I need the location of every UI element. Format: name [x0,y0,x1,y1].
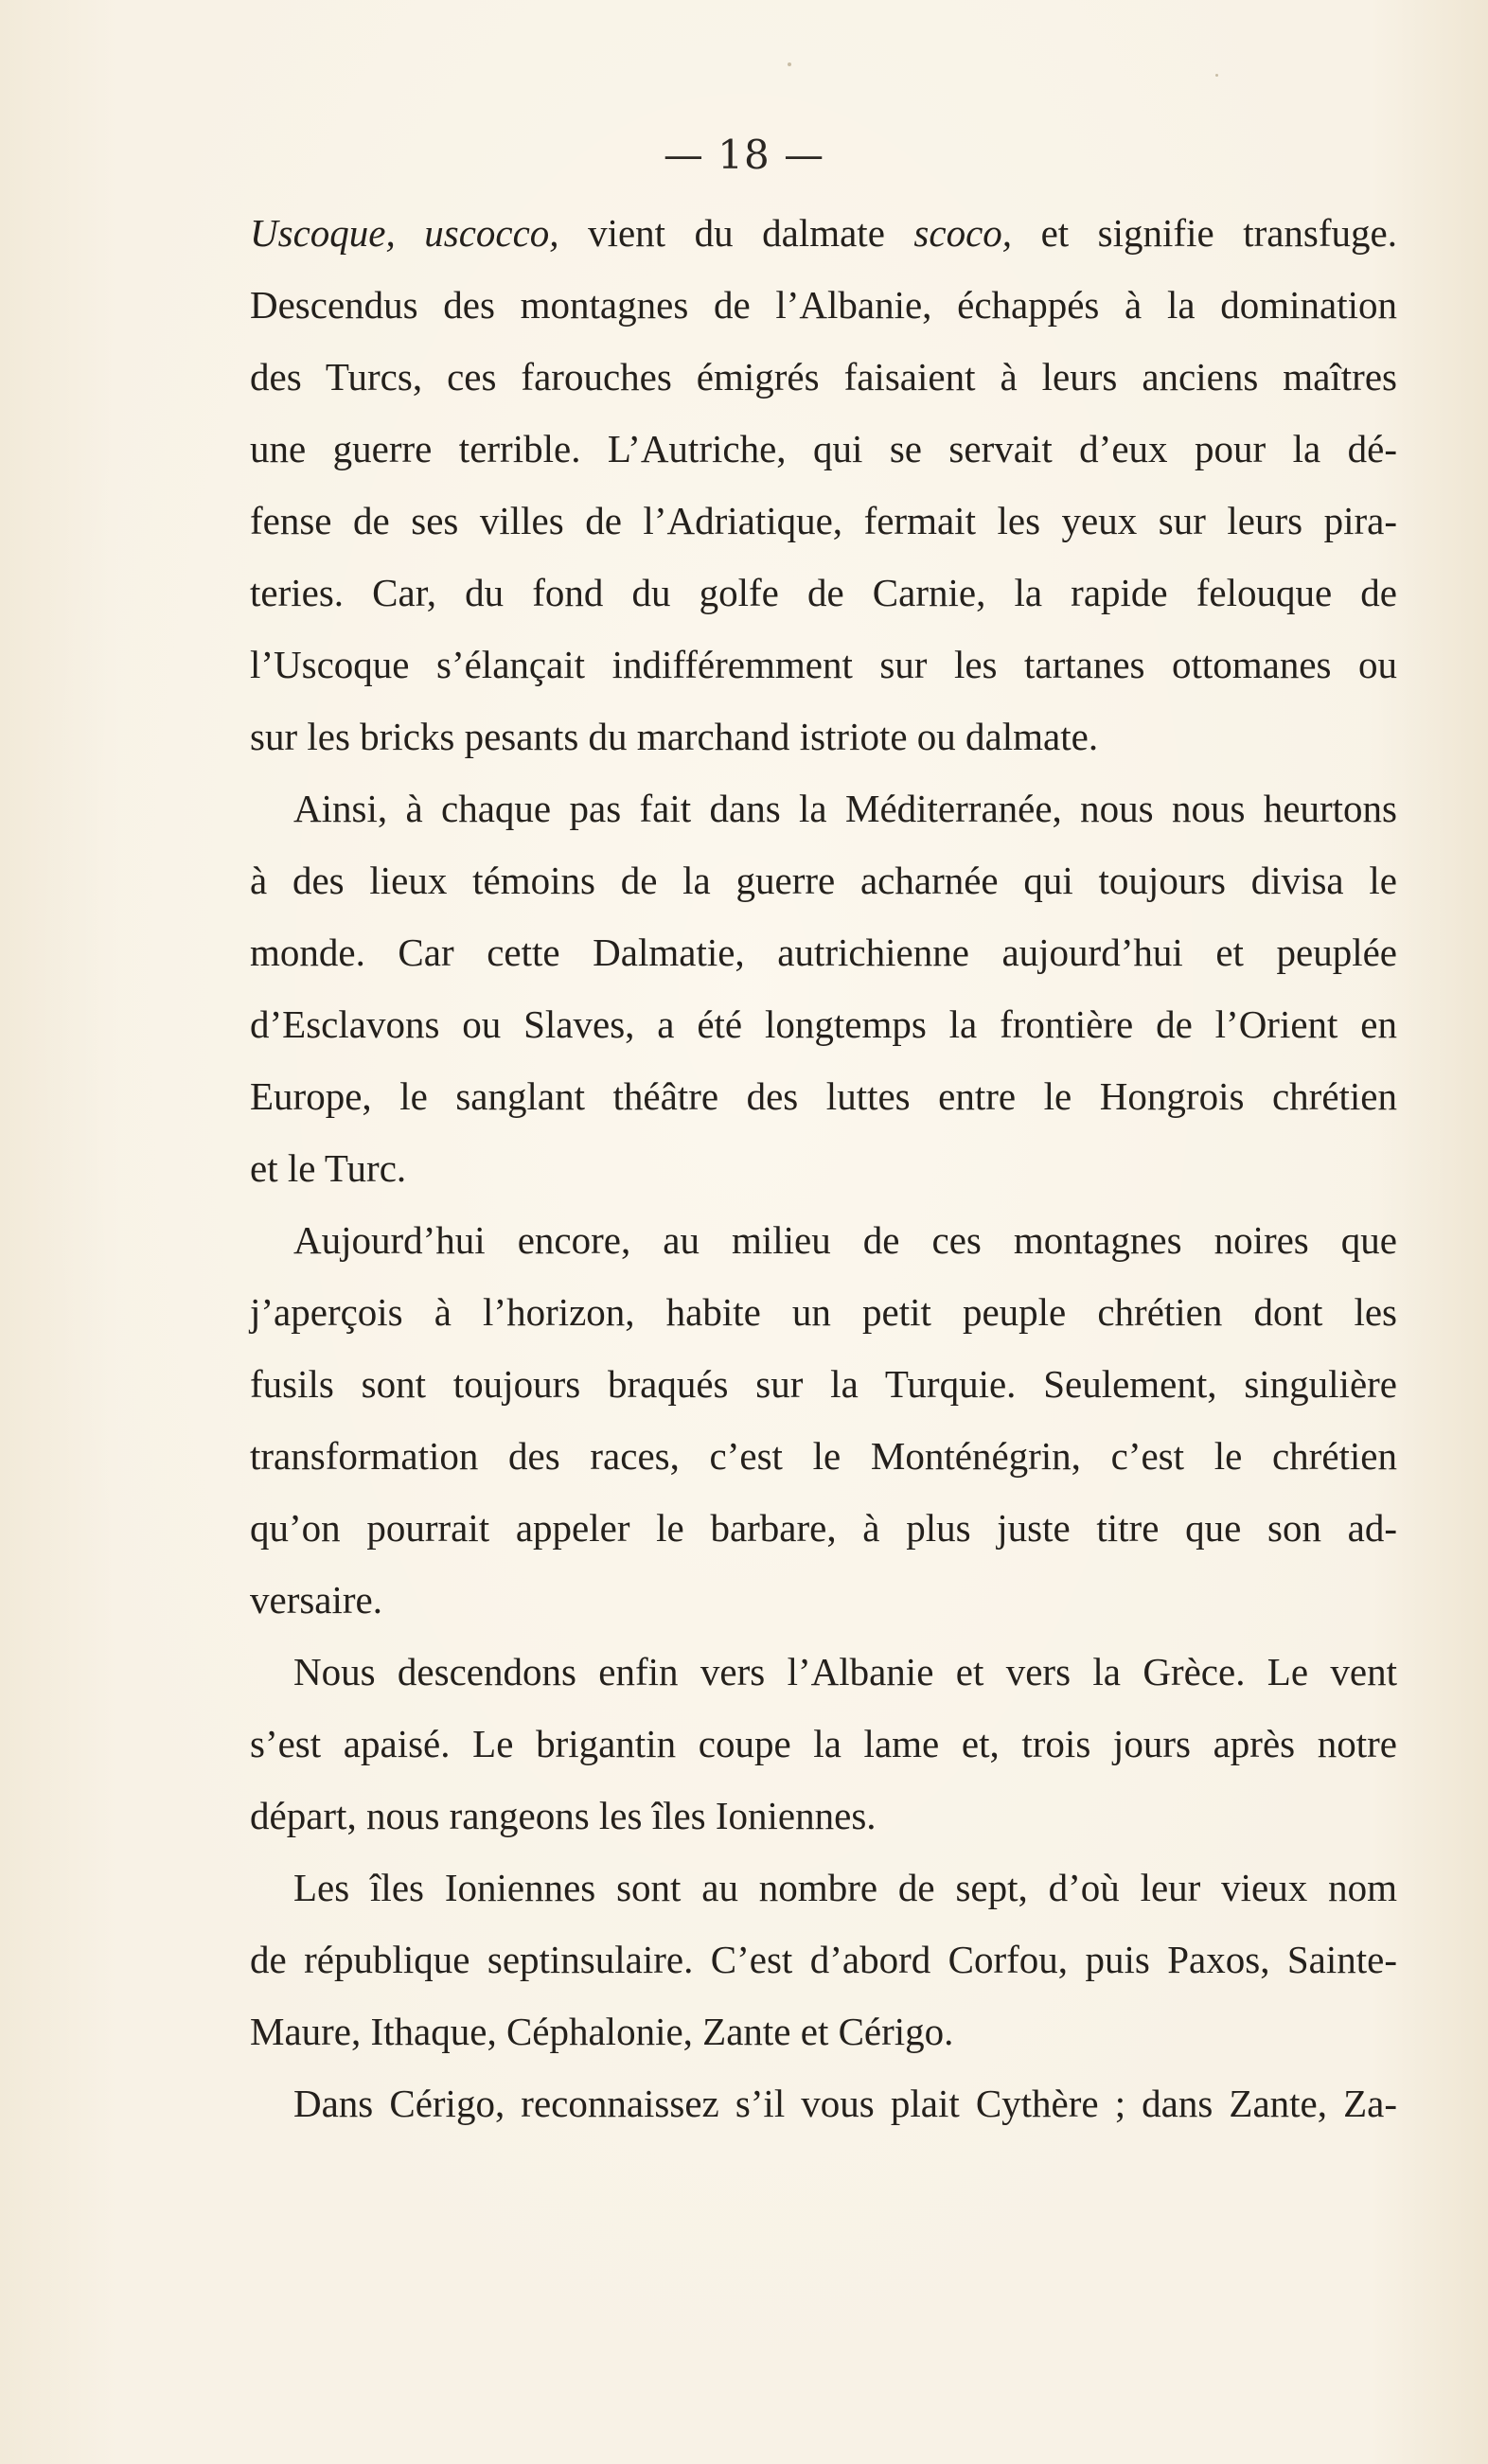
text-line: Les îles Ioniennes sont au nombre de sept, d’où leur vieux nom [293,1866,1397,1909]
text-line: transformation des races, c’est le Monténégrin, c’est le chrétien [250,1434,1397,1478]
text-line: versaire. [250,1578,382,1622]
text-line: fense de ses villes de l’Adriatique, fermait les yeux sur leurs pira- [250,499,1397,542]
body-text [250,197,1397,2139]
text-line: Descendus des montagnes de l’Albanie, échappés à la domination [250,283,1397,327]
text-line: fusils sont toujours braqués sur la Turquie. Seulement, singulière [250,1362,1397,1406]
text-line: Nous descendons enfin vers l’Albanie et vers la Grèce. Le vent [293,1650,1397,1693]
paper-speck [788,62,791,66]
text-run: vient du dalmate [558,211,914,255]
paper-speck [1215,74,1218,77]
text-line: Aujourd’hui encore, au milieu de ces montagnes noires que [293,1218,1397,1262]
text-line: s’est apaisé. Le brigantin coupe la lame et, trois jours après notre [250,1722,1397,1765]
term-italic: Uscoque, uscocco, [250,211,559,255]
text-line: j’aperçois à l’horizon, habite un petit peuple chrétien dont les [250,1290,1397,1334]
text-line: des Turcs, ces farouches émigrés faisaient à leurs anciens maîtres [250,355,1397,399]
text-run: et signifie transfuge. [1012,211,1397,255]
text-line [250,197,1397,269]
text-line: teries. Car, du fond du golfe de Carnie, la rapide felouque de [250,571,1397,614]
text-line: Ainsi, à chaque pas fait dans la Méditerranée, nous nous heurtons [293,787,1397,830]
text-line: monde. Car cette Dalmatie, autrichienne aujourd’hui et peuplée [250,931,1397,974]
text-line: de république septinsulaire. C’est d’abord Corfou, puis Paxos, Sainte- [250,1938,1397,1981]
text-line: Europe, le sanglant théâtre des luttes entre le Hongrois chrétien [250,1074,1397,1118]
text-line: qu’on pourrait appeler le barbare, à plus juste titre que son ad- [250,1506,1397,1550]
page-number: — 18 — [663,132,825,178]
text-line: à des lieux témoins de la guerre acharnée qui toujours divisa le [250,859,1397,902]
text-line: d’Esclavons ou Slaves, a été longtemps la frontière de l’Orient en [250,1002,1397,1046]
term-italic: scoco, [913,211,1013,255]
text-line: départ, nous rangeons les îles Ioniennes. [250,1794,877,1837]
text-line: Dans Cérigo, reconnaissez s’il vous plait Cythère ; dans Zante, Za- [293,2082,1397,2125]
text-line: l’Uscoque s’élançait indifféremment sur les tartanes ottomanes ou [250,643,1397,686]
text-line: sur les bricks pesants du marchand istriote ou dalmate. [250,715,1099,758]
text-line: et le Turc. [250,1146,407,1190]
text-line: une guerre terrible. L’Autriche, qui se servait d’eux pour la dé- [250,427,1397,470]
text-line: Maure, Ithaque, Céphalonie, Zante et Cérigo. [250,2010,954,2053]
